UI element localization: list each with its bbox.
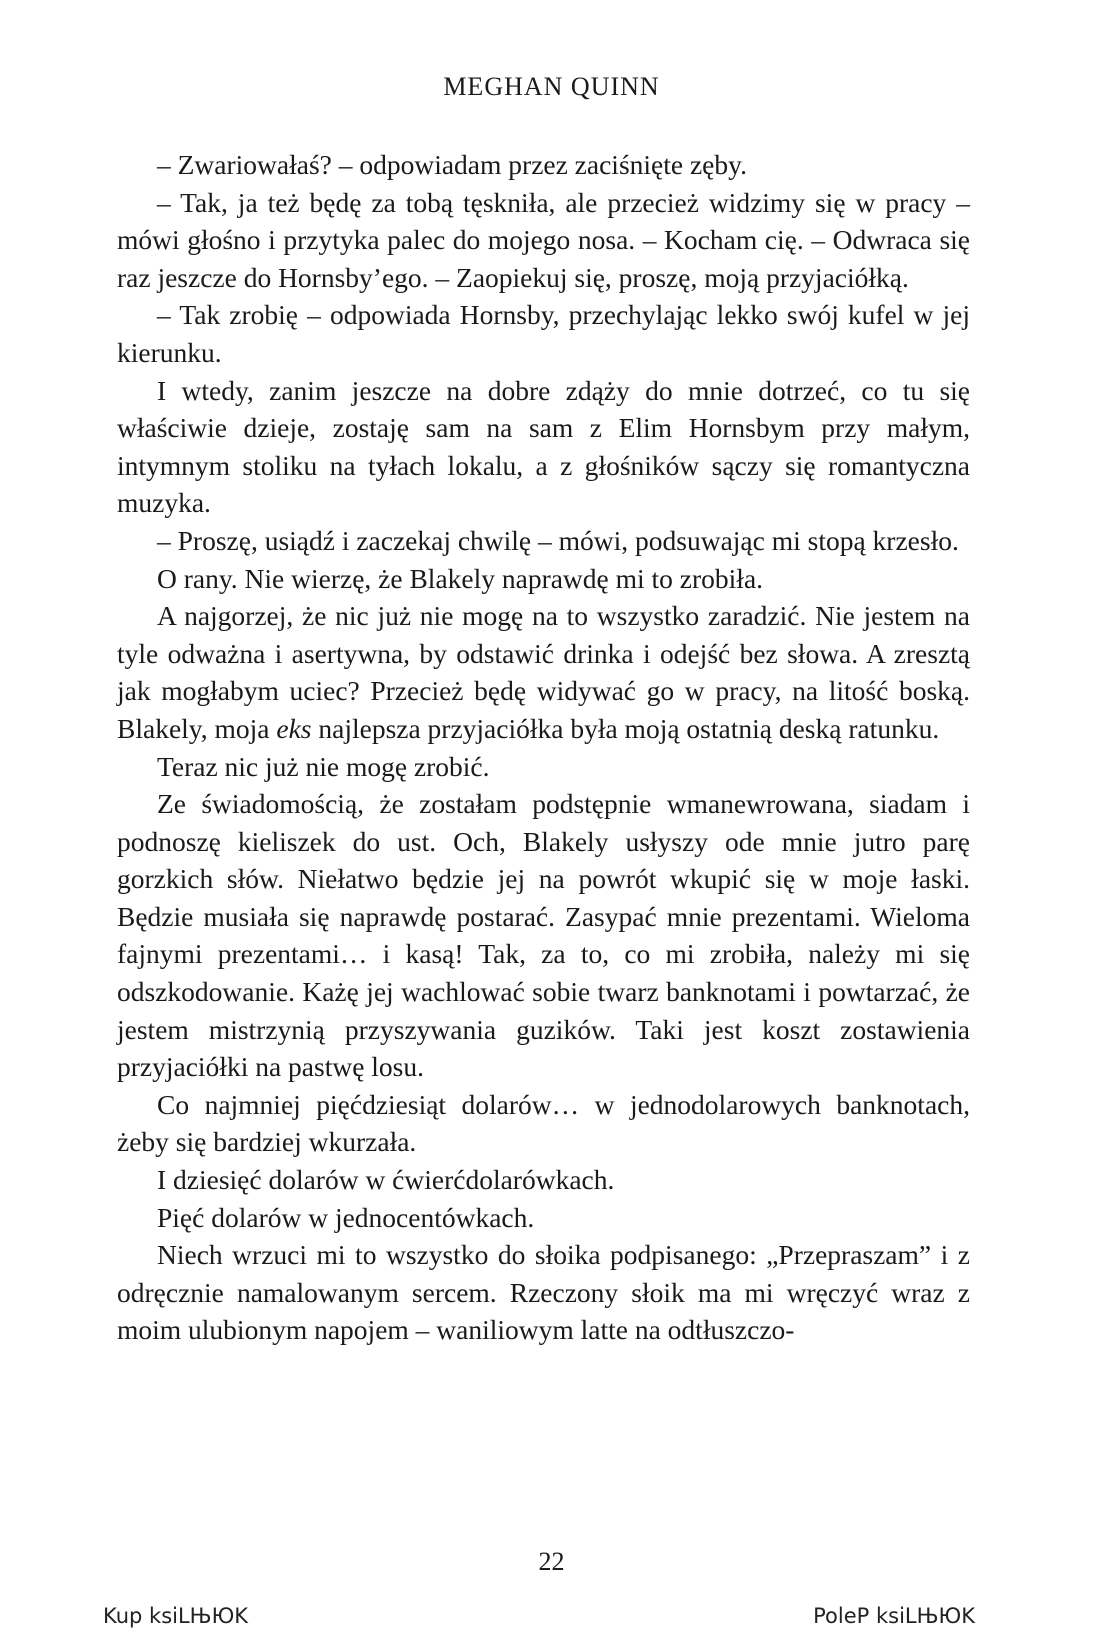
paragraph-2: – Tak, ja też będę za tobą tęskniła, ale przecież widzimy się w pracy – mówi głośno i przytyka palec do mojego nosa. – Kocham cię. – Odwraca się raz jeszcze do Hornsby’ego. – Zaopiekuj się, proszę, moją przyjaciółką. [117,186,970,293]
paragraph-1: – Zwariowałaś? – odpowiadam przez zaciśnięte zęby. [157,149,747,180]
paragraph-9: Ze świadomością, że zostałam podstępnie wmanewrowana, siadam i podnoszę kieliszek do ust. Och, Blakely usłyszy ode mnie jutro parę gorzkich słów. Niełatwo będzie jej na powrót wkupić się w moje łaski. Będzie musiała się naprawdę postarać. Zasypać mnie prezentami. Wieloma fajnymi prezentami… i kasą! Tak, za to, co mi zrobiła, należy mi się odszkodowanie. Każę jej wachlować sobie twarz banknotami i powtarzać, że jestem mistrzynią przyszywania guzików. Taki jest koszt zostawienia przyjaciółki na pastwę losu. [117,788,970,1083]
paragraph-6: O rany. Nie wierzę, że Blakely naprawdę mi to zrobiła. [157,562,764,594]
body-text [117,146,970,1349]
running-head-author: MEGHAN QUINN [443,72,660,101]
paragraph-7 [117,597,970,747]
paragraph-4: I wtedy, zanim jeszcze na dobre zdąży do mnie dotrzeć, co tu się właściwie dzieje, zostaję sam na sam z Elim Hornsbym przy małym, intymnym stoliku na tyłach lokalu, a z głośników sączy się romantyczna muzyka. [117,374,970,519]
paragraph-7-text-after: najlepsza przyjaciółka była moją ostatnią deską ratunku. [311,712,940,744]
paragraph-7-emphasis: eks [276,712,312,744]
paragraph-7-text-before: A najgorzej, że nic już nie mogę na to wszystko zaradzić. Nie jestem na tyle odważna i asertywna, by odstawić drinka i odejść bez słowa. A zresztą jak mogłabym uciec? Przecież będę widywać go w pracy, na litość boską. Blakely, moja [117,600,970,744]
paragraph-12: Pięć dolarów w jednocentówkach. [157,1201,535,1233]
paragraph-13: Niech wrzuci mi to wszystko do słoika podpisanego: „Przepraszam” i z odręcznie namalowanym sercem. Rzeczony słoik ma mi wręczyć wraz z moim ulubionym napojem – waniliowym latte na odtłuszczo- [117,1239,970,1346]
buy-book-link[interactable]: Kup ksiLЊЮK [103,1604,249,1628]
paragraph-11: I dziesięć dolarów w ćwierćdolarówkach. [157,1164,615,1196]
paragraph-10: Co najmniej pięćdziesiąt dolarów… w jednodolarowych banknotach, żeby się bardziej wkurzała. [117,1088,970,1158]
page-number: 22 [538,1547,565,1576]
paragraph-8: Teraz nic już nie mogę zrobić. [157,750,490,782]
recommend-book-link[interactable]: PoleP ksiLЊЮK [813,1604,975,1628]
paragraph-5: – Proszę, usiądź i zaczekaj chwilę – mówi, podsuwając mi stopą krzesło. [157,524,959,556]
paragraph-3: – Tak zrobię – odpowiada Hornsby, przechylając lekko swój kufel w jej kierunku. [117,299,970,368]
